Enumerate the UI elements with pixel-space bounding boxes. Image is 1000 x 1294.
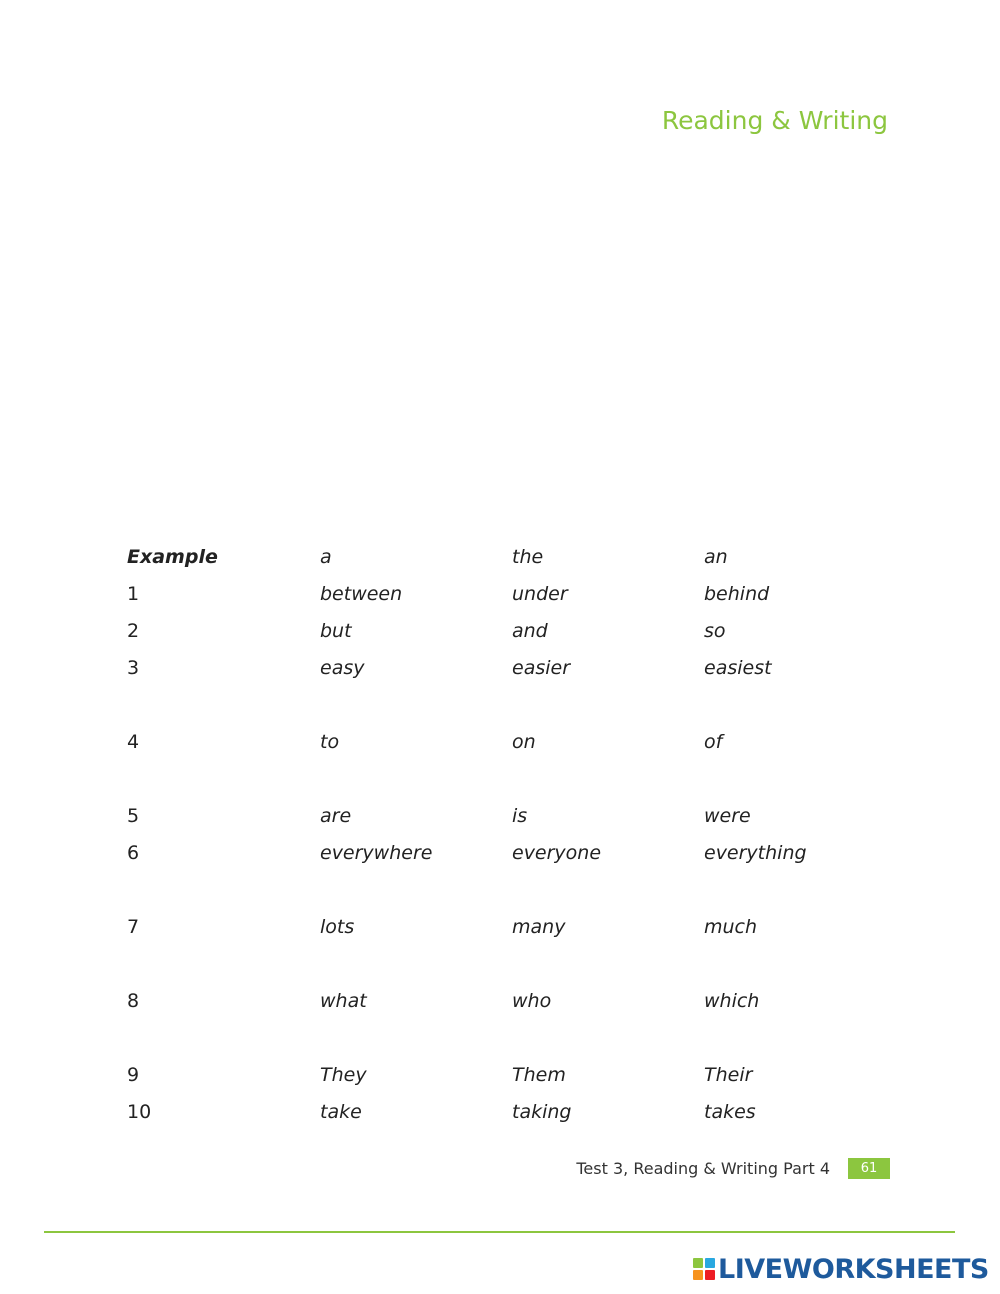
row-number: Example: [127, 546, 218, 568]
option-a[interactable]: everywhere: [320, 842, 433, 864]
question-row: [127, 916, 887, 946]
option-c[interactable]: takes: [704, 1101, 756, 1123]
brand-name: LIVEWORKSHEETS: [718, 1253, 989, 1285]
option-b[interactable]: on: [512, 731, 536, 753]
option-b[interactable]: easier: [512, 657, 571, 679]
question-row: [127, 805, 887, 835]
option-c[interactable]: which: [704, 990, 760, 1012]
row-number: 6: [127, 842, 140, 864]
option-a[interactable]: are: [320, 805, 352, 827]
question-row: [127, 657, 887, 687]
option-b[interactable]: under: [512, 583, 568, 605]
question-row: [127, 842, 887, 872]
row-number: 9: [127, 1064, 140, 1086]
option-a[interactable]: take: [320, 1101, 362, 1123]
liveworksheets-brand[interactable]: [693, 1253, 989, 1285]
option-b[interactable]: is: [512, 805, 528, 827]
option-c[interactable]: everything: [704, 842, 807, 864]
row-number: 1: [127, 583, 140, 605]
footer-divider: [44, 1231, 955, 1233]
row-number: 2: [127, 620, 140, 642]
option-b[interactable]: and: [512, 620, 548, 642]
question-row: [127, 1064, 887, 1094]
option-b: the: [512, 546, 544, 568]
option-c[interactable]: so: [704, 620, 726, 642]
row-number: 4: [127, 731, 140, 753]
question-row: [127, 731, 887, 761]
option-a[interactable]: lots: [320, 916, 355, 938]
question-row: [127, 990, 887, 1020]
option-a[interactable]: what: [320, 990, 367, 1012]
row-number: 7: [127, 916, 140, 938]
option-a[interactable]: but: [320, 620, 352, 642]
question-row: [127, 620, 887, 650]
row-number: 5: [127, 805, 140, 827]
option-c[interactable]: much: [704, 916, 758, 938]
option-a[interactable]: to: [320, 731, 340, 753]
option-b[interactable]: taking: [512, 1101, 572, 1123]
option-c[interactable]: easiest: [704, 657, 772, 679]
page-number-badge: 61: [848, 1158, 890, 1179]
option-c[interactable]: were: [704, 805, 751, 827]
row-number: 10: [127, 1101, 152, 1123]
option-c[interactable]: Their: [704, 1064, 753, 1086]
option-b[interactable]: many: [512, 916, 566, 938]
option-b[interactable]: everyone: [512, 842, 602, 864]
option-c: an: [704, 546, 728, 568]
question-row: [127, 1101, 887, 1131]
option-a: a: [320, 546, 332, 568]
section-title: Reading & Writing: [661, 106, 888, 135]
page-footer-label: Test 3, Reading & Writing Part 4: [576, 1159, 830, 1178]
row-number: 3: [127, 657, 140, 679]
option-c[interactable]: behind: [704, 583, 770, 605]
option-c[interactable]: of: [704, 731, 723, 753]
liveworksheets-logo-icon: [693, 1258, 715, 1280]
example-row: [127, 546, 887, 576]
question-row: [127, 583, 887, 613]
option-b[interactable]: Them: [512, 1064, 566, 1086]
option-a[interactable]: They: [320, 1064, 367, 1086]
option-a[interactable]: between: [320, 583, 403, 605]
option-b[interactable]: who: [512, 990, 552, 1012]
row-number: 8: [127, 990, 140, 1012]
option-a[interactable]: easy: [320, 657, 365, 679]
